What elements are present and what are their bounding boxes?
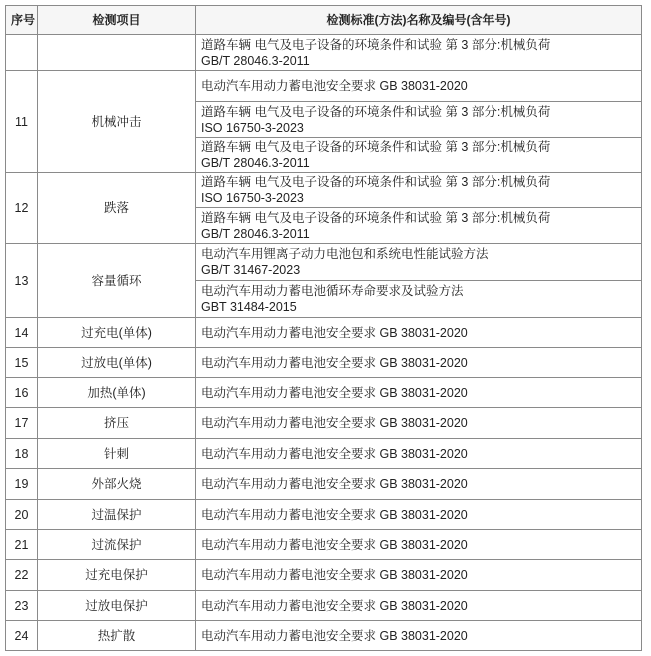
cell-no: 12	[6, 173, 38, 244]
cell-standard	[196, 173, 642, 208]
test-standards-table	[5, 5, 642, 651]
cell-no: 23	[6, 591, 38, 621]
cell-standard	[196, 71, 642, 102]
standard-name: 道路车辆 电气及电子设备的环境条件和试验 第 3 部分:机械负荷	[201, 37, 551, 52]
cell-standard	[196, 281, 642, 318]
cell-standard	[196, 208, 642, 244]
cell-standard	[196, 408, 642, 439]
cell-standard	[196, 244, 642, 281]
cell-item: 机械冲击	[38, 71, 196, 173]
standard-name: 电动汽车用动力蓄电池安全要求 GB 38031-2020	[201, 355, 468, 370]
cell-standard	[196, 102, 642, 138]
standard-code: ISO 16750-3-2023	[201, 120, 304, 135]
standard-name: 电动汽车用动力蓄电池安全要求 GB 38031-2020	[201, 325, 468, 340]
cell-standard	[196, 318, 642, 348]
cell-standard	[196, 35, 642, 71]
cell-item: 过温保护	[38, 500, 196, 530]
standard-code: GBT 31484-2015	[201, 300, 297, 314]
standard-code: GB/T 28046.3-2011	[201, 226, 310, 241]
cell-no: 24	[6, 621, 38, 651]
cell-no: 15	[6, 348, 38, 378]
standard-name: 电动汽车用动力蓄电池安全要求 GB 38031-2020	[201, 446, 468, 461]
table-row	[6, 591, 642, 621]
cell-no: 22	[6, 560, 38, 591]
header-item: 检测项目	[38, 6, 196, 35]
table-row	[6, 35, 642, 71]
table-row	[6, 500, 642, 530]
table-row	[6, 469, 642, 500]
standard-name: 电动汽车用动力蓄电池安全要求 GB 38031-2020	[201, 598, 468, 613]
cell-no: 16	[6, 378, 38, 408]
cell-standard	[196, 469, 642, 500]
standard-code: GB/T 31467-2023	[201, 263, 301, 277]
cell-standard	[196, 348, 642, 378]
standard-code: GB/T 28046.3-2011	[201, 53, 310, 68]
cell-standard	[196, 621, 642, 651]
table-row	[6, 348, 642, 378]
cell-item: 加热(单体)	[38, 378, 196, 408]
standard-name: 电动汽车用动力蓄电池安全要求 GB 38031-2020	[201, 79, 468, 93]
table-row	[6, 560, 642, 591]
standard-code: ISO 16750-3-2023	[201, 191, 304, 205]
standard-name: 电动汽车用动力蓄电池安全要求 GB 38031-2020	[201, 507, 468, 522]
cell-no: 18	[6, 439, 38, 469]
table-row	[6, 621, 642, 651]
header-no: 序号	[6, 6, 38, 35]
cell-standard	[196, 530, 642, 560]
standard-name: 道路车辆 电气及电子设备的环境条件和试验 第 3 部分:机械负荷	[201, 104, 551, 119]
cell-item: 过充电(单体)	[38, 318, 196, 348]
table-row	[6, 173, 642, 208]
cell-item: 过放电(单体)	[38, 348, 196, 378]
standard-name: 道路车辆 电气及电子设备的环境条件和试验 第 3 部分:机械负荷	[201, 210, 551, 225]
cell-item: 挤压	[38, 408, 196, 439]
cell-item: 针刺	[38, 439, 196, 469]
standard-name: 电动汽车用动力蓄电池安全要求 GB 38031-2020	[201, 477, 468, 491]
table-row	[6, 439, 642, 469]
cell-item: 跌落	[38, 173, 196, 244]
standard-name: 道路车辆 电气及电子设备的环境条件和试验 第 3 部分:机械负荷	[201, 175, 551, 189]
standard-name: 电动汽车用动力蓄电池安全要求 GB 38031-2020	[201, 416, 468, 430]
table-row	[6, 244, 642, 281]
cell-no: 20	[6, 500, 38, 530]
table-row	[6, 530, 642, 560]
cell-item: 过放电保护	[38, 591, 196, 621]
standard-name: 电动汽车用动力蓄电池循环寿命要求及试验方法	[201, 284, 464, 298]
cell-item: 过充电保护	[38, 560, 196, 591]
cell-no: 11	[6, 71, 38, 173]
cell-no: 21	[6, 530, 38, 560]
cell-item: 过流保护	[38, 530, 196, 560]
table-row	[6, 71, 642, 102]
table-row	[6, 408, 642, 439]
cell-standard	[196, 378, 642, 408]
cell-no: 19	[6, 469, 38, 500]
cell-standard	[196, 138, 642, 173]
cell-no	[6, 35, 38, 71]
table-row	[6, 318, 642, 348]
standard-name: 道路车辆 电气及电子设备的环境条件和试验 第 3 部分:机械负荷	[201, 140, 551, 154]
standard-name: 电动汽车用动力蓄电池安全要求 GB 38031-2020	[201, 385, 468, 400]
cell-standard	[196, 439, 642, 469]
header-standard: 检测标准(方法)名称及编号(含年号)	[196, 6, 642, 35]
cell-item	[38, 35, 196, 71]
cell-no: 17	[6, 408, 38, 439]
cell-item: 外部火烧	[38, 469, 196, 500]
standard-name: 电动汽车用动力蓄电池安全要求 GB 38031-2020	[201, 537, 468, 552]
standard-name: 电动汽车用动力蓄电池安全要求 GB 38031-2020	[201, 628, 468, 643]
standard-code: GB/T 28046.3-2011	[201, 156, 310, 170]
standard-name: 电动汽车用动力蓄电池安全要求 GB 38031-2020	[201, 568, 468, 582]
table-header-row	[6, 6, 642, 35]
cell-standard	[196, 500, 642, 530]
cell-no: 14	[6, 318, 38, 348]
cell-item: 容量循环	[38, 244, 196, 318]
cell-standard	[196, 591, 642, 621]
cell-item: 热扩散	[38, 621, 196, 651]
cell-standard	[196, 560, 642, 591]
table-row	[6, 378, 642, 408]
standard-name: 电动汽车用锂离子动力电池包和系统电性能试验方法	[201, 247, 489, 261]
cell-no: 13	[6, 244, 38, 318]
